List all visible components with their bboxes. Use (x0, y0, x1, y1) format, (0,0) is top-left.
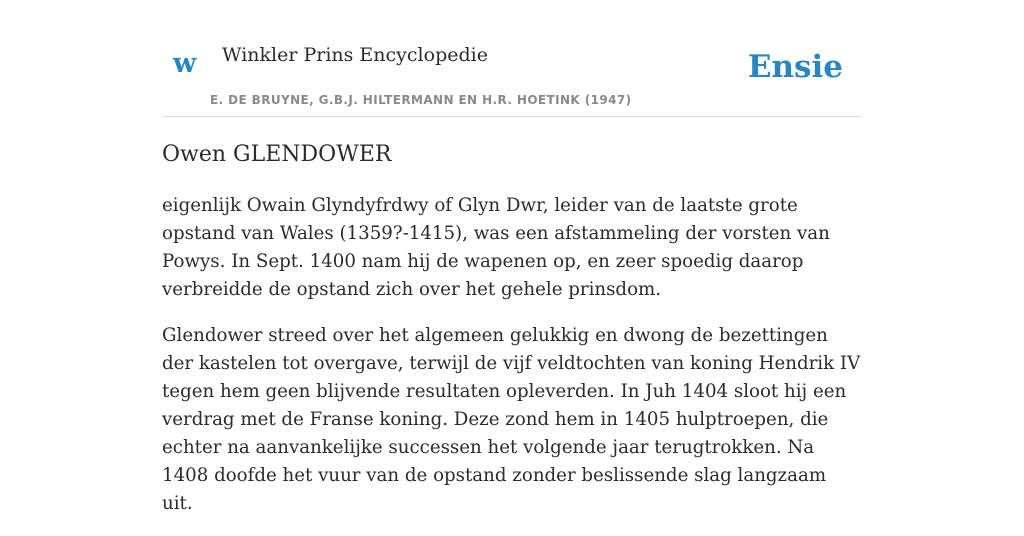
winkler-prins-logo[interactable]: w (173, 48, 197, 79)
entry-body (162, 192, 862, 536)
entry-paragraph: Glendower streed over het algemeen gelukkig en dwong de bezettingen der kastelen tot overgave, terwijl de vijf veldtochten van koning Hendrik IV tegen hem geen blijvende resultaten opleverden. In Juh 1404 sloot hij een verdrag met de Franse koning. Deze zond hem in 1405 hulptroepen, die echter na aanvankelijke successen het volgende jaar terugtrokken. Na 1408 doofde het vuur van de opstand zonder beslissende slag langzaam uit. (162, 325, 861, 514)
entry-title: Owen GLENDOWER (162, 142, 392, 167)
card-header (162, 0, 862, 117)
book-title[interactable]: Winkler Prins Encyclopedie (222, 44, 488, 66)
authors-line: E. DE BRUYNE, G.B.J. HILTERMANN EN H.R. HOETINK (1947) (210, 93, 632, 107)
entry-paragraph: eigenlijk Owain Glyndyfrdwy of Glyn Dwr, leider van de laatste grote opstand van Wales (1359?-1415), was een afstammeling der vorsten van Powys. In Sept. 1400 nam hij de wapenen op, en zeer spoedig daarop verbreidde de opstand zich over het gehele prinsdom. (162, 195, 830, 300)
ensie-logo[interactable]: Ensie (747, 49, 843, 85)
encyclopedia-card (162, 0, 862, 514)
